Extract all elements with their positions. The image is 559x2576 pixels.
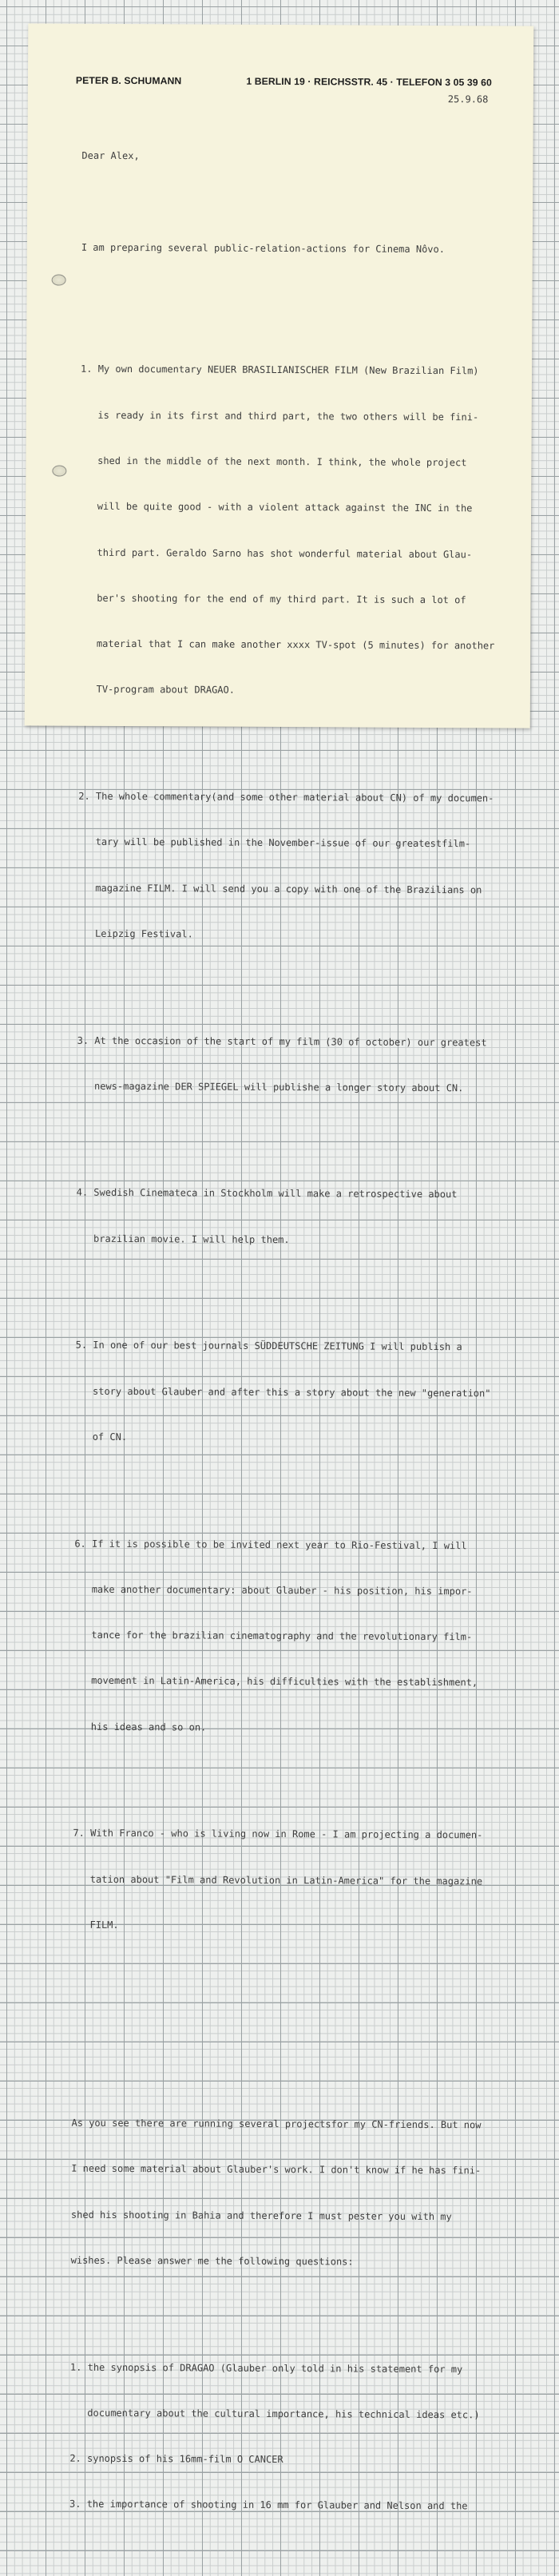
- text-line: shed his shooting in Bahia and therefore I must pester you with my: [70, 2209, 452, 2222]
- text-line: material that I can make another xxxx TV-spot (5 minutes) for another: [79, 637, 495, 652]
- list-item: [79, 331, 497, 730]
- closing-paragraph: [70, 2086, 487, 2301]
- text-line: of CN.: [75, 1431, 128, 1443]
- text-line: is ready in its first and third part, the two others will be fini-: [80, 409, 479, 423]
- text-line: ber's shooting for the end of my third part. It is such a lot of: [79, 592, 466, 606]
- numbered-list: [72, 301, 496, 1996]
- intro-line: I am preparing several public-relation-actions for Cinema Nôvo.: [81, 241, 446, 255]
- text-line: his ideas and so on.: [73, 1721, 207, 1733]
- text-line: 2. synopsis of his 16mm-film O CANCER: [69, 2452, 283, 2466]
- text-line: 2. The whole commentary(and some other material about CN) of my documen-: [78, 790, 494, 804]
- sender-address: 1 BERLIN 19 · REICHSSTR. 45 · TELEFON 3 05 39 60: [246, 75, 492, 89]
- text-line: make another documentary: about Glauber - his position, his impor-: [74, 1583, 473, 1598]
- list-item: [77, 1002, 493, 1126]
- text-line: TV-program about DRAGAO.: [78, 684, 236, 697]
- greeting: Dear Alex,: [81, 149, 140, 162]
- text-line: 3. At the occasion of the start of my film (30 of october) our greatest: [77, 1034, 487, 1048]
- letterhead: [75, 74, 492, 89]
- letter-body: [69, 118, 498, 2576]
- text-line: movement in Latin-America, his difficulties with the establishment,: [73, 1675, 478, 1689]
- text-line: wishes. Please answer me the following questions:: [70, 2254, 354, 2268]
- text-line: news-magazine DER SPIEGEL will publishe a longer story about CN.: [77, 1080, 464, 1094]
- text-line: 6. If it is possible to be invited next year to Rio-Festival, I will: [74, 1538, 467, 1551]
- text-line: magazine FILM. I will send you a copy with one of the Brazilians on: [77, 882, 482, 895]
- text-line: 1. the synopsis of DRAGAO (Glauber only told in his statement for my: [69, 2361, 463, 2375]
- text-line: shed in the middle of the next month. I think, the whole project: [80, 454, 467, 469]
- letter-page: [25, 23, 534, 2512]
- text-line: 1. My own documentary NEUER BRASILIANISCHER FILM (New Brazilian Film): [81, 363, 479, 377]
- sender-name: PETER B. SCHUMANN: [75, 74, 182, 87]
- punch-hole: [52, 466, 66, 477]
- text-line: Leipzig Festival.: [77, 927, 193, 940]
- list-item: [73, 1796, 489, 1966]
- text-line: brazilian movie. I will help them.: [76, 1232, 290, 1245]
- text-line: tation about "Film and Revolution in Latin-America" for the magazine: [73, 1873, 483, 1887]
- text-line: 5. In one of our best journals SÜDDEUTSCHE ZEITUNG I will publish a: [75, 1340, 462, 1353]
- text-line: tance for the brazilian cinematography and the revolutionary film-: [73, 1629, 473, 1643]
- list-item: [75, 1308, 491, 1478]
- text-line: 3. the importance of shooting in 16 mm for Glauber and Nelson and the: [69, 2499, 468, 2512]
- text-line: FILM.: [72, 1919, 119, 1931]
- text-line: As you see there are running several projectsfor my CN-friends. But now: [71, 2117, 482, 2131]
- list-item: [73, 1506, 490, 1767]
- letter-date: 25.9.68: [447, 93, 489, 105]
- text-line: documentary about the cultural importance, his technical ideas etc.): [69, 2407, 480, 2421]
- text-line: I need some material about Glauber's work. I don't know if he has fini-: [71, 2163, 482, 2177]
- list-item: [76, 1155, 492, 1279]
- list-item: [77, 759, 494, 974]
- text-line: 7. With Franco - who is living now in Rome - I am projecting a documen-: [73, 1828, 483, 1841]
- text-line: tary will be published in the November-issue of our greatestfilm-: [77, 836, 471, 850]
- text-line: story about Glauber and after this a story about the new "generation": [75, 1385, 491, 1399]
- punch-hole: [52, 275, 66, 286]
- text-line: third part. Geraldo Sarno has shot wonderful material about Glau-: [79, 546, 473, 560]
- text-line: 4. Swedish Cinemateca in Stockholm will make a retrospective about: [76, 1187, 458, 1201]
- question-list: [69, 2329, 486, 2545]
- text-line: will be quite good - with a violent attack against the INC in the: [80, 500, 473, 514]
